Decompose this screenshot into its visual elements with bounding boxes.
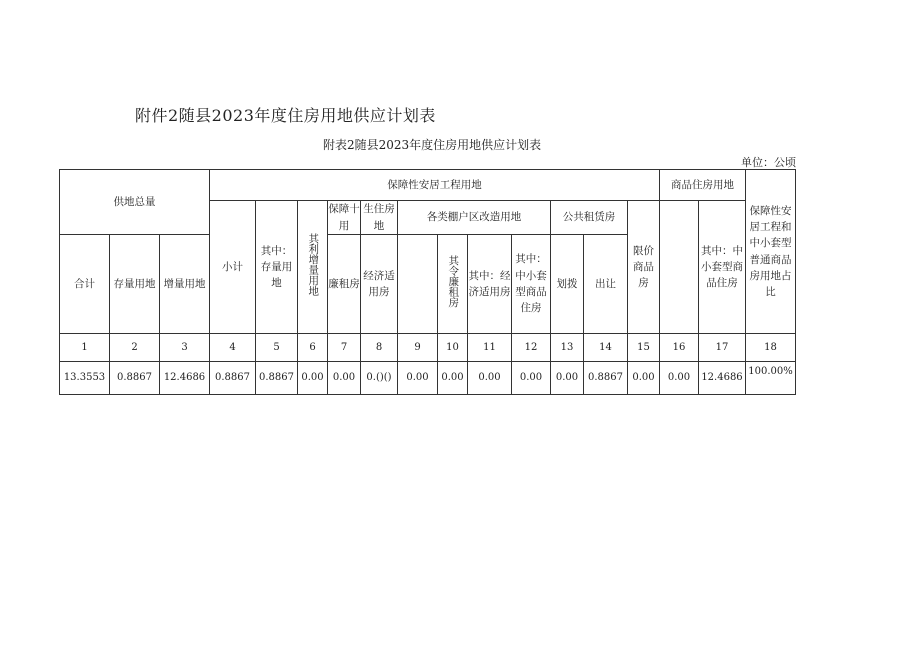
header-of-small-commercial: 其中：中小套型商品住房 bbox=[699, 201, 746, 334]
column-number: 10 bbox=[438, 334, 468, 362]
value-cell: 100.00% bbox=[746, 362, 796, 395]
header-total: 合计 bbox=[60, 235, 110, 334]
table-title: 附表2随县2023年度住房用地供应计划表 bbox=[323, 138, 542, 152]
column-number: 3 bbox=[160, 334, 210, 362]
header-public-rental: 公共租赁房 bbox=[551, 201, 628, 235]
column-number: 12 bbox=[512, 334, 551, 362]
header-subtotal: 小计 bbox=[210, 201, 256, 334]
value-cell: 0.00 bbox=[468, 362, 512, 395]
header-commercial-housing: 商品住房用地 bbox=[660, 170, 746, 201]
value-cell: 12.4686 bbox=[160, 362, 210, 395]
land-supply-table bbox=[59, 169, 796, 395]
value-cell: 0.00 bbox=[628, 362, 660, 395]
column-number: 11 bbox=[468, 334, 512, 362]
value-cell: 0.00 bbox=[328, 362, 361, 395]
header-of-stock: 其中：存量用地 bbox=[256, 201, 298, 334]
column-number: 17 bbox=[699, 334, 746, 362]
header-ratio: 保障性安居工程和中小套型普通商品房用地占比 bbox=[746, 170, 796, 334]
document-heading: 附件2随县2023年度住房用地供应计划表 bbox=[135, 106, 436, 125]
header-affordable-housing: 保障性安居工程用地 bbox=[210, 170, 660, 201]
header-increment-land: 增量用地 bbox=[160, 235, 210, 334]
column-number: 9 bbox=[398, 334, 438, 362]
column-number: 2 bbox=[110, 334, 160, 362]
column-number: 16 bbox=[660, 334, 699, 362]
column-number: 18 bbox=[746, 334, 796, 362]
column-number: 13 bbox=[551, 334, 584, 362]
unit-label: 单位：公顷 bbox=[741, 156, 796, 169]
column-number-row bbox=[60, 334, 796, 362]
value-cell: 0.8867 bbox=[256, 362, 298, 395]
column-number: 15 bbox=[628, 334, 660, 362]
value-cell: 0.8867 bbox=[210, 362, 256, 395]
header-of-low-rent: 其令廉租房 bbox=[438, 235, 468, 334]
header-commercial-subtotal bbox=[660, 201, 699, 334]
header-shanty-renovation: 各类棚户区改造用地 bbox=[398, 201, 551, 235]
column-number: 4 bbox=[210, 334, 256, 362]
value-row bbox=[60, 362, 796, 395]
value-cell: 12.4686 bbox=[699, 362, 746, 395]
header-of-small-type: 其中：中小套型商品住房 bbox=[512, 235, 551, 334]
column-number: 1 bbox=[60, 334, 110, 362]
header-price-limited: 限价商品房 bbox=[628, 201, 660, 334]
column-number: 7 bbox=[328, 334, 361, 362]
value-cell: 0.00 bbox=[298, 362, 328, 395]
column-number: 8 bbox=[361, 334, 398, 362]
header-low-rent: 廉租房 bbox=[328, 235, 361, 334]
column-number: 6 bbox=[298, 334, 328, 362]
value-cell: 0.00 bbox=[398, 362, 438, 395]
header-of-economic: 其中：经济适用房 bbox=[468, 235, 512, 334]
header-supply-total: 供地总量 bbox=[60, 170, 210, 235]
header-economic: 经济适用房 bbox=[361, 235, 398, 334]
value-cell: 13.3553 bbox=[60, 362, 110, 395]
value-cell: 0.8867 bbox=[584, 362, 628, 395]
header-shanty-subtotal bbox=[398, 235, 438, 334]
value-cell: 0.()() bbox=[361, 362, 398, 395]
header-transfer: 出让 bbox=[584, 235, 628, 334]
header-allocate: 划拨 bbox=[551, 235, 584, 334]
header-stock-land: 存量用地 bbox=[110, 235, 160, 334]
value-cell: 0.00 bbox=[512, 362, 551, 395]
value-cell: 0.00 bbox=[438, 362, 468, 395]
column-number: 5 bbox=[256, 334, 298, 362]
header-low-rent-group: 保障十用 bbox=[328, 201, 361, 235]
value-cell: 0.8867 bbox=[110, 362, 160, 395]
column-number: 14 bbox=[584, 334, 628, 362]
header-housing-land-group: 生住房地 bbox=[361, 201, 398, 235]
header-of-idle: 其利增量用地 bbox=[298, 201, 328, 334]
value-cell: 0.00 bbox=[660, 362, 699, 395]
value-cell: 0.00 bbox=[551, 362, 584, 395]
